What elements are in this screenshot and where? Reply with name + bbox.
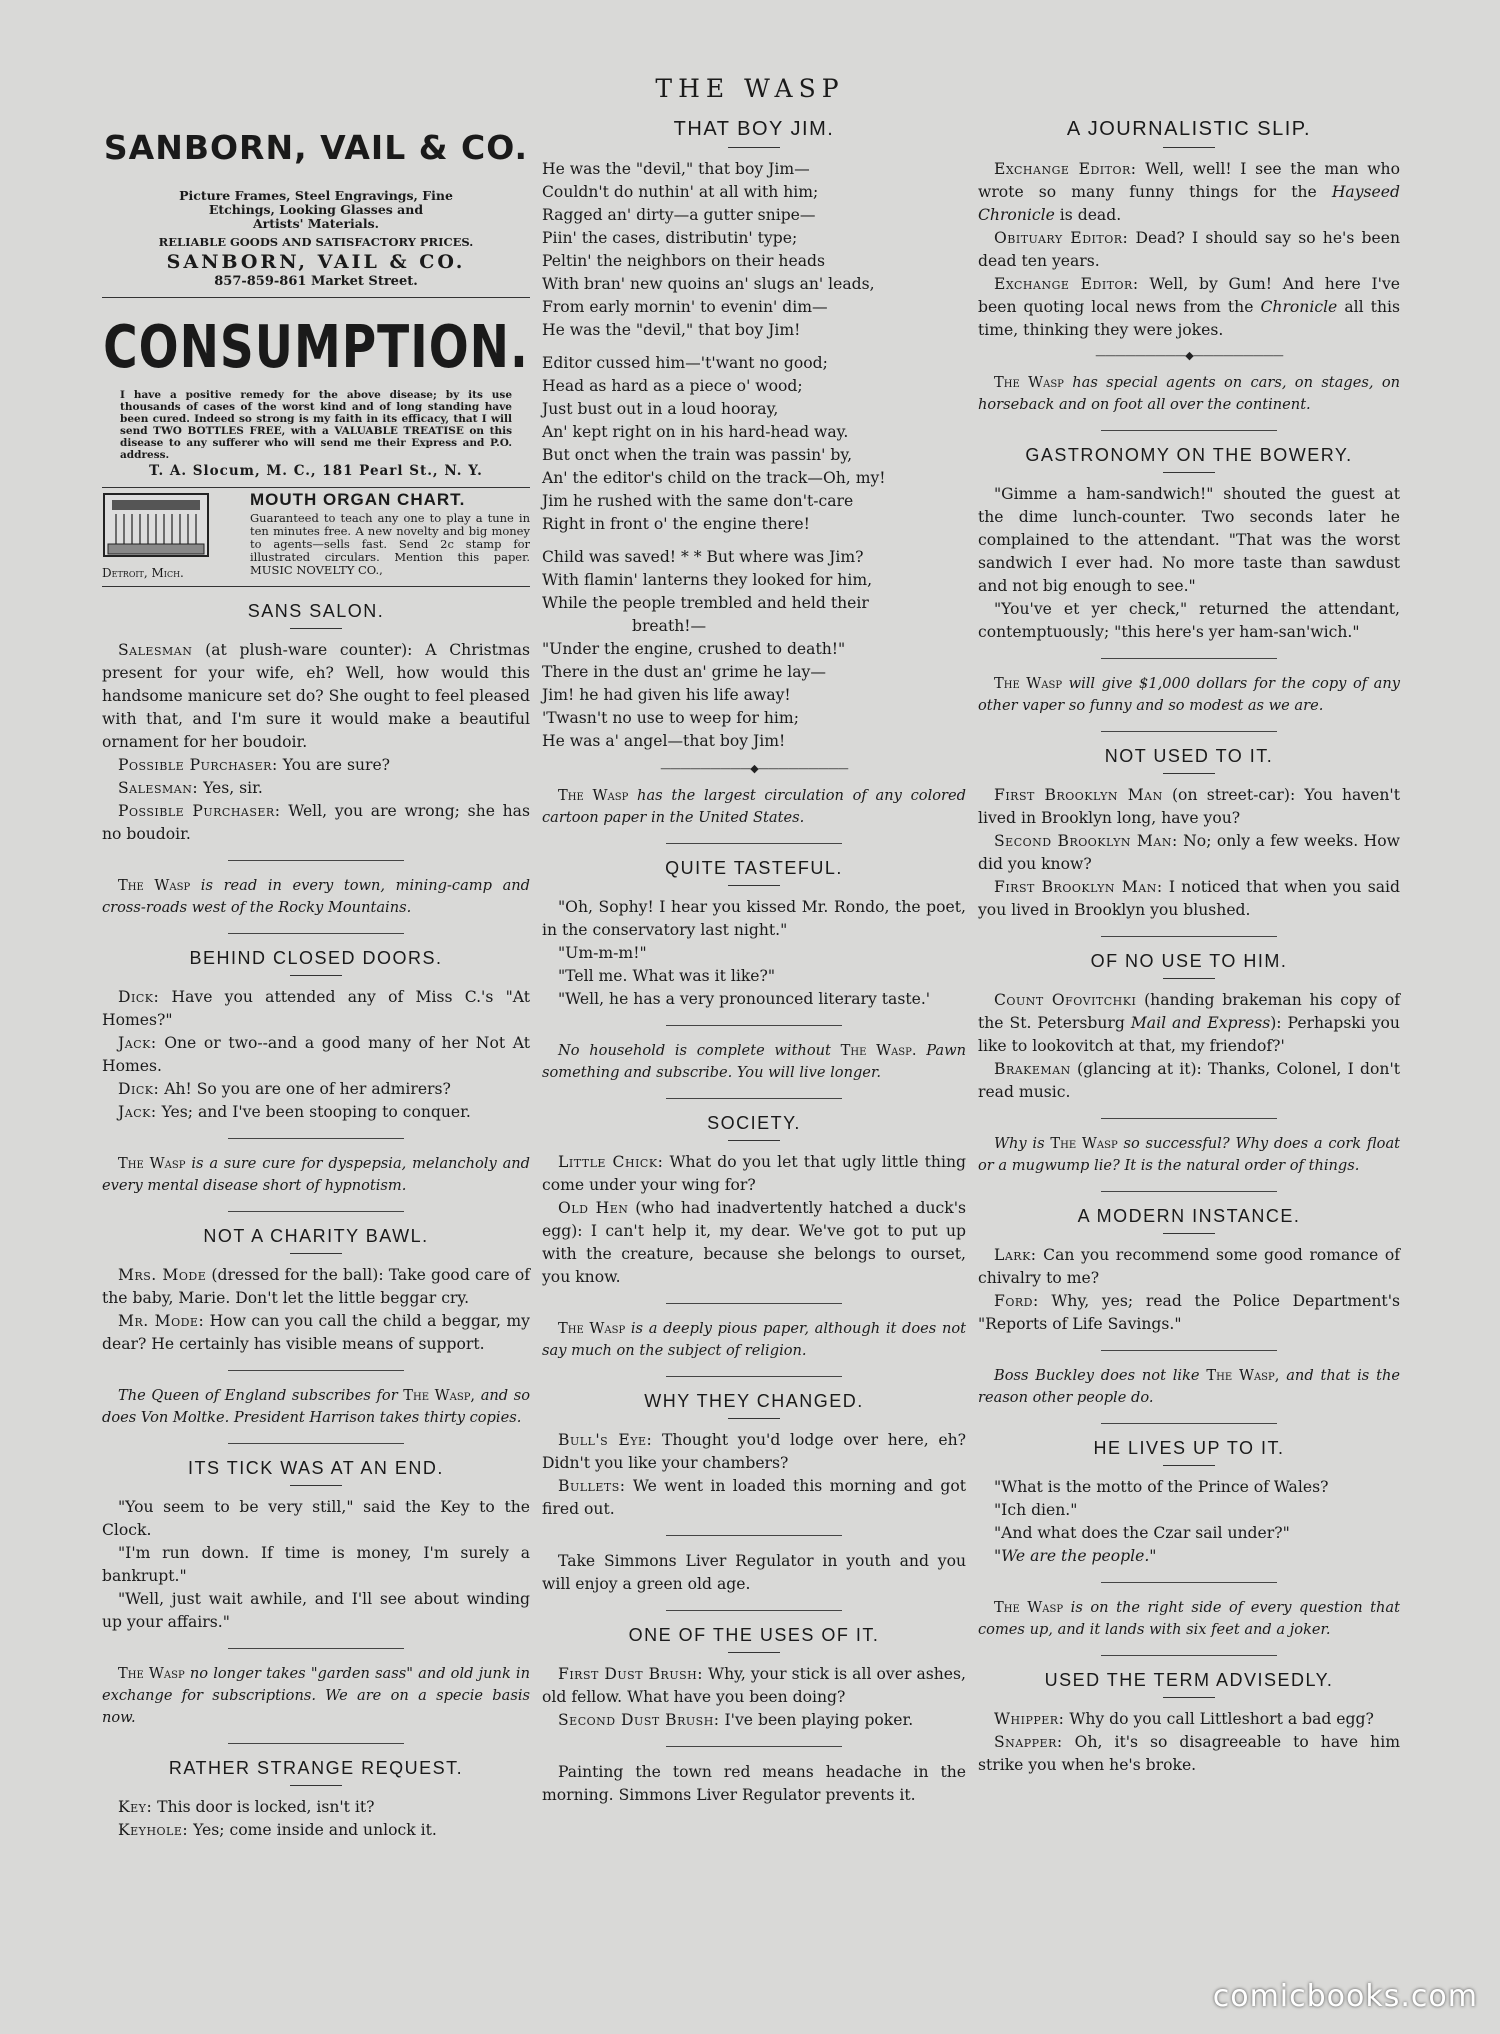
dialogue: Well, well! I see the man who wrote so many funny things for the (978, 160, 1400, 201)
dialogue: "Well, just wait awhile, and I'll see about winding up your affairs." (102, 1590, 530, 1631)
divider (666, 1098, 842, 1099)
column-right (978, 118, 1400, 1777)
dialogue: (glancing at it): Thanks, Colonel, I don't read music. (978, 1060, 1400, 1101)
article-heading: GASTRONOMY ON THE BOWERY. (1025, 445, 1353, 465)
ad-sanborn-name: SANBORN, VAIL & CO. (166, 251, 466, 273)
dialogue: Why do you call Littleshort a bad egg? (1069, 1710, 1374, 1728)
poem-line: He was the "devil," that boy Jim— (542, 160, 810, 178)
poem-line: Jim! he had given his life away! (542, 686, 791, 704)
dialogue: Yes; and I've been stooping to conquer. (161, 1103, 471, 1121)
notice (102, 1153, 530, 1197)
speaker: Whipper: (994, 1710, 1065, 1728)
poem-line: 'Twasn't no use to weep for him; (542, 709, 799, 727)
article-gastronomy (978, 445, 1400, 644)
divider (1101, 1118, 1277, 1119)
notice (978, 1365, 1400, 1409)
article-heading: NOT USED TO IT. (1104, 746, 1274, 766)
dialogue: (on street-car): You haven't lived in Brooklyn long, have you? (978, 786, 1400, 827)
article-of-no-use (978, 951, 1400, 1104)
speaker: Little Chick: (558, 1153, 664, 1171)
article-heading: QUITE TASTEFUL. (665, 858, 843, 878)
dialogue-italic: Chronicle (1260, 298, 1338, 316)
poem-line: Peltin' the neighbors on their heads (542, 252, 825, 270)
article-quite-tasteful (542, 858, 966, 1011)
divider (1101, 1423, 1277, 1424)
dialogue-italic: Hayseed Chronicle (978, 183, 1400, 224)
notice-wasp: The Wasp. (840, 1042, 917, 1059)
notice-wasp: The Wasp, (1206, 1367, 1280, 1384)
divider (228, 860, 404, 861)
divider (666, 1746, 842, 1747)
notice (978, 673, 1400, 717)
article-used-advisedly (978, 1670, 1400, 1777)
dialogue: "Gimme a ham-sandwich!" shouted the guest at the dime lunch-counter. Two seconds later he complained to the attendant. "That was the worst sandwich I ever had. No more taste than sawdust and not big enough to see." (978, 485, 1400, 595)
notice (102, 1663, 530, 1729)
notice-wasp: The Wasp (118, 877, 191, 894)
article-heading: A MODERN INSTANCE. (1077, 1206, 1301, 1226)
dialogue: Yes, sir. (203, 779, 263, 797)
dialogue: How can you call the child a beggar, my dear? He certainly has visible means of support. (102, 1312, 530, 1353)
ad-sanborn-line: Picture Frames, Steel Engravings, Fine (179, 188, 453, 203)
divider (290, 628, 342, 629)
article-modern-instance (978, 1206, 1400, 1336)
notice (542, 1318, 966, 1362)
poem-line: Editor cussed him—'t'want no good; (542, 354, 828, 372)
simmons-advert: Take Simmons Liver Regulator in youth and you will enjoy a green old age. (542, 1552, 966, 1593)
poem-line: Head as hard as a piece o' wood; (542, 377, 803, 395)
divider (1163, 1465, 1215, 1466)
speaker: Salesman: (118, 779, 199, 797)
speaker: Dick: (118, 1080, 160, 1098)
divider (1101, 430, 1277, 431)
divider (228, 1743, 404, 1744)
speaker: Salesman (118, 641, 193, 659)
divider (666, 1535, 842, 1536)
dialogue: "What is the motto of the Prince of Wales? (994, 1478, 1329, 1496)
dialogue: "Well, he has a very pronounced literary taste.' (558, 990, 931, 1008)
speaker: Second Dust Brush: (558, 1711, 720, 1729)
ad-organ-city: Detroit, Mich. (102, 566, 184, 580)
dialogue: No; only a few weeks. How did you know? (978, 832, 1400, 873)
article-heading: BEHIND CLOSED DOORS. (189, 948, 443, 968)
notice-text: and so does Von Moltke. President Harrison takes thirty copies. (102, 1387, 531, 1426)
poem-line: There in the dust an' grime he lay— (542, 663, 826, 681)
divider (1163, 978, 1215, 979)
notice-wasp: The Wasp (558, 787, 629, 804)
speaker: Lark: (994, 1246, 1037, 1264)
notice-text: has the largest circulation of any colored cartoon paper in the United States. (542, 787, 967, 826)
divider (1101, 1582, 1277, 1583)
dialogue: Well, by Gum! And here I've been quoting local news from the (978, 275, 1400, 316)
article-heading: SOCIETY. (707, 1113, 801, 1133)
notice-text: Boss Buckley does not like (994, 1367, 1200, 1384)
notice-text: is read in every town, mining-camp and cross-roads west of the Rocky Mountains. (102, 877, 531, 916)
divider (1101, 936, 1277, 937)
dialogue: Thought you'd lodge over here, eh? Didn't you like your chambers? (542, 1431, 966, 1472)
speaker: Exchange Editor: (994, 275, 1139, 293)
dialogue: This door is locked, isn't it? (157, 1798, 375, 1816)
divider (1163, 147, 1215, 148)
dialogue: Well, you are wrong; she has no boudoir. (102, 802, 530, 843)
divider (290, 975, 342, 976)
dialogue: (dressed for the ball): Take good care of the baby, Marie. Don't let the little beggar cry. (102, 1266, 530, 1307)
poem-line: Ragged an' dirty—a gutter snipe— (542, 206, 816, 224)
dialogue: "I'm run down. If time is money, I'm surely a bankrupt." (102, 1544, 530, 1585)
divider (1163, 1233, 1215, 1234)
poem-line: But onct when the train was passin' by, (542, 446, 853, 464)
notice-wasp: The Wasp (1050, 1135, 1118, 1152)
article-heading: OF NO USE TO HIM. (1090, 951, 1288, 971)
divider (1101, 1655, 1277, 1656)
poem-line: Jim he rushed with the same don't-care (542, 492, 854, 510)
stanza (542, 158, 966, 342)
dialogue: One or two--and a good many of her Not At Homes. (102, 1034, 530, 1075)
dialogue: (at plush-ware counter): A Christmas present for your wife, eh? Well, how would this handsome manicure set do? She ought to feel pleased with that, and I'm sure it would make a beautiful ornament for her boudoir. (102, 641, 530, 751)
dialogue: "Um-m-m!" (558, 944, 647, 962)
speaker: First Dust Brush: (558, 1665, 703, 1683)
speaker: Count Ofovitchki (994, 991, 1137, 1009)
poem-line: He was a' angel—that boy Jim! (542, 732, 786, 750)
watermark: comicbooks.com (1212, 1979, 1478, 2014)
dialogue: Dead? I should say so he's been dead ten years. (978, 229, 1400, 270)
divider (1101, 1191, 1277, 1192)
divider (228, 1211, 404, 1212)
speaker: Keyhole: (118, 1821, 189, 1839)
poem-line: He was the "devil," that boy Jim! (542, 321, 801, 339)
article-heading: ONE OF THE USES OF IT. (628, 1625, 880, 1645)
divider (228, 933, 404, 934)
notice (542, 1040, 966, 1084)
dialogue: "You've et yer check," returned the attendant, contemptuously; "this here's yer ham-san'wich." (978, 600, 1400, 641)
article-tick (102, 1458, 530, 1634)
article-journalistic-slip (978, 118, 1400, 342)
notice-text: has special agents on cars, on stages, on horseback and on foot all over the continent. (978, 374, 1401, 413)
article-sans-salon (102, 601, 530, 846)
divider (728, 147, 780, 148)
article-lives-up-to-it (978, 1438, 1400, 1568)
stanza (542, 352, 966, 536)
ad-sanborn-title: SANBORN, VAIL & CO. (103, 128, 529, 167)
notice-text: is on the right side of every question that comes up, and it lands with six feet and a joker. (978, 1599, 1400, 1638)
divider (228, 1138, 404, 1139)
speaker: Bullets: (558, 1477, 626, 1495)
poem-line: Piin' the cases, distributin' type; (542, 229, 798, 247)
notice (102, 875, 530, 919)
divider (228, 1443, 404, 1444)
article-society (542, 1113, 966, 1289)
notice-text: Why is (994, 1135, 1045, 1152)
poem-line: breath!— (632, 617, 707, 635)
notice-wasp: The Wasp (118, 1665, 185, 1682)
mouth-organ-icon (102, 492, 210, 562)
ad-sanborn-line: RELIABLE GOODS AND SATISFACTORY PRICES. (158, 235, 474, 249)
poem-line: An' the editor's child on the track—Oh, my! (542, 469, 886, 487)
divider (1163, 472, 1215, 473)
dialogue: I've been playing poker. (724, 1711, 914, 1729)
poem-line: Just bust out in a loud hooray, (542, 400, 779, 418)
divider (666, 843, 842, 844)
divider (1163, 1697, 1215, 1698)
speaker: First Brooklyn Man (994, 786, 1163, 804)
speaker: Brakeman (994, 1060, 1071, 1078)
divider (290, 1253, 342, 1254)
divider (1101, 1350, 1277, 1351)
dialogue: You are sure? (282, 756, 391, 774)
divider (728, 1652, 780, 1653)
article-why-changed (542, 1391, 966, 1521)
notice-text: No household is complete without (558, 1042, 831, 1059)
divider (728, 1418, 780, 1419)
poem-line: With flamin' lanterns they looked for him, (542, 571, 873, 589)
stanza (542, 546, 966, 753)
dialogue: Ah! So you are one of her admirers? (164, 1080, 451, 1098)
speaker: Possible Purchaser: (118, 802, 281, 820)
notice (978, 372, 1400, 416)
divider (228, 1370, 404, 1371)
dialogue: Yes; come inside and unlock it. (193, 1821, 437, 1839)
dialogue: "Tell me. What was it like?" (558, 967, 776, 985)
ad-sanborn-line: Artists' Materials. (252, 216, 380, 231)
speaker: Mr. Mode: (118, 1312, 205, 1330)
notice-wasp: The Wasp (994, 1599, 1064, 1616)
speaker: Bull's Eye: (558, 1431, 653, 1449)
divider (1101, 658, 1277, 659)
ad-consumption-title: CONSUMPTION. (103, 313, 529, 382)
dialogue: Have you attended any of Miss C.'s "At Homes?" (102, 988, 530, 1029)
dialogue: I noticed that when you said you lived in Brooklyn you blushed. (978, 878, 1400, 919)
dialogue: is dead. (1059, 206, 1122, 224)
notice (102, 1385, 530, 1429)
divider (290, 1785, 342, 1786)
ad-consumption (102, 313, 530, 488)
poem-line: While the people trembled and held their (542, 594, 869, 612)
notice-text: The Queen of England subscribes for (118, 1387, 398, 1404)
article-heading: SANS SALON. (247, 601, 385, 621)
ad-organ-title: MOUTH ORGAN CHART. (250, 490, 466, 509)
ad-sanborn (102, 128, 530, 298)
divider (666, 1303, 842, 1304)
divider (666, 1376, 842, 1377)
divider (1101, 731, 1277, 732)
speaker: Possible Purchaser: (118, 756, 278, 774)
notice (542, 785, 966, 829)
poem-line: With bran' new quoins an' slugs an' leads, (542, 275, 875, 293)
divider (728, 885, 780, 886)
article-heading: USED THE TERM ADVISEDLY. (1044, 1670, 1334, 1690)
notice (978, 1133, 1400, 1177)
poem-line: From early mornin' to evenin' dim— (542, 298, 828, 316)
speaker: Second Brooklyn Man: (994, 832, 1178, 850)
poem-line: An' kept right on in his hard-head way. (542, 423, 849, 441)
divider (290, 1485, 342, 1486)
notice-text: is a deeply pious paper, although it does not say much on the subject of religion. (542, 1320, 967, 1359)
article-heading: RATHER STRANGE REQUEST. (168, 1758, 464, 1778)
article-charity-bawl (102, 1226, 530, 1356)
dialogue: "We are the people." (994, 1547, 1157, 1565)
article-not-used-to-it (978, 746, 1400, 922)
dialogue: (who had inadvertently hatched a duck's egg): I can't help it, my dear. We've got to put up with the creature, because she belongs to ourset, you know. (542, 1199, 966, 1286)
dialogue: ): Perhapski you like to lookovitch at that, my friendof?' (978, 1014, 1400, 1055)
poem-line: Child was saved! * * But where was Jim? (542, 548, 864, 566)
article-strange-request (102, 1758, 530, 1842)
notice-wasp: The Wasp (558, 1320, 626, 1337)
speaker: Jack: (118, 1103, 157, 1121)
speaker: Jack: (118, 1034, 157, 1052)
ad-sanborn-line: Etchings, Looking Glasses and (208, 202, 424, 217)
dialogue: all this time, thinking they were jokes. (978, 298, 1400, 339)
article-heading: WHY THEY CHANGED. (644, 1391, 864, 1411)
ad-consumption-signature: T. A. Slocum, M. C., 181 Pearl St., N. Y. (149, 463, 483, 479)
speaker: Mrs. Mode (118, 1266, 207, 1284)
dialogue: Why, your stick is all over ashes, old fellow. What have you been doing? (542, 1665, 966, 1706)
dialogue: "You seem to be very still," said the Key to the Clock. (102, 1498, 530, 1539)
article-heading: ITS TICK WAS AT AN END. (188, 1458, 444, 1478)
column-middle (542, 118, 966, 1807)
dialogue: (handing brakeman his copy of the St. Petersburg (978, 991, 1401, 1032)
speaker: Key: (118, 1798, 153, 1816)
speaker: First Brooklyn Man: (994, 878, 1163, 896)
notice-text: no longer takes "garden sass" and old junk in exchange for subscriptions. We are on a specie basis now. (102, 1665, 530, 1726)
divider (666, 1610, 842, 1611)
notice-wasp: The Wasp (994, 675, 1063, 692)
dialogue: Why, yes; read the Police Department's "Reports of Life Savings." (978, 1292, 1400, 1333)
divider (1163, 773, 1215, 774)
dialogue: "Oh, Sophy! I hear you kissed Mr. Rondo, the poet, in the conservatory last night." (542, 898, 966, 939)
notice-wasp: The Wasp (118, 1155, 186, 1172)
ornament-divider (978, 350, 1400, 362)
dialogue: Can you recommend some good romance of chivalry to me? (978, 1246, 1400, 1287)
speaker: Snapper: (994, 1733, 1063, 1751)
article-heading: NOT A CHARITY BAWL. (203, 1226, 429, 1246)
notice-wasp: The Wasp (994, 374, 1064, 391)
article-heading: THAT BOY JIM. (673, 118, 835, 140)
poem-line: "Under the engine, crushed to death!" (542, 640, 846, 658)
page-title: THE WASP (655, 74, 845, 103)
simmons-advert: Painting the town red means headache in the morning. Simmons Liver Regulator prevents it. (542, 1763, 966, 1804)
ad-sanborn-address: 857-859-861 Market Street. (214, 274, 418, 289)
speaker: Exchange Editor: (994, 160, 1137, 178)
divider (228, 1648, 404, 1649)
dialogue: "Ich dien." (994, 1501, 1078, 1519)
speaker: Dick: (118, 988, 160, 1006)
divider (728, 1140, 780, 1141)
article-behind-closed-doors (102, 948, 530, 1124)
dialogue: Oh, it's so disagreeable to have him strike you when he's broke. (978, 1733, 1400, 1774)
speaker: Old Hen (558, 1199, 629, 1217)
notice-text: and that is the reason other people do. (978, 1367, 1401, 1406)
notice-text: is a sure cure for dyspepsia, melancholy and every mental disease short of hypnotism. (102, 1155, 531, 1194)
notice-text: so successful? Why does a cork float or a mugwump lie? It is the natural order of things. (978, 1135, 1401, 1174)
column-left (102, 118, 530, 1842)
ad-mouth-organ (102, 488, 530, 587)
notice-text: will give $1,000 dollars for the copy of any other vaper so funny and so modest as we are. (978, 675, 1400, 714)
dialogue-italic: Mail and Express (1130, 1014, 1271, 1032)
ornament-divider (542, 763, 966, 775)
poem-line: Couldn't do nuthin' at all with him; (542, 183, 819, 201)
speaker: Ford: (994, 1292, 1039, 1310)
dialogue: We went in loaded this morning and got fired out. (542, 1477, 966, 1518)
article-uses-of-it (542, 1625, 966, 1732)
divider (666, 1025, 842, 1026)
notice-wasp: The Wasp, (403, 1387, 476, 1404)
dialogue: "And what does the Czar sail under?" (994, 1524, 1290, 1542)
poem-line: Right in front o' the engine there! (542, 515, 810, 533)
dialogue: What do you let that ugly little thing come under your wing for? (542, 1153, 966, 1194)
notice-text: Pawn something and subscribe. You will live longer. (542, 1042, 967, 1081)
ad-consumption-body: I have a positive remedy for the above disease; by its use thousands of cases of the worst kind and of long standing have been cured. Indeed so strong is my faith in its efficacy, that I will send TWO BOTTLES FREE, with a VALUABLE TREATISE on this disease to any sufferer who will send me their Express and P.O. address. (120, 389, 512, 461)
speaker: Obituary Editor: (994, 229, 1129, 247)
article-heading: A JOURNALISTIC SLIP. (1066, 118, 1312, 140)
ad-organ-body: Guaranteed to teach any one to play a tune in ten minutes free. A new novelty and big money to agents—sells fast. Send 2c stamp for illustrated circulars. Mention this paper. MUSIC NOVELTY CO., (250, 511, 530, 577)
notice (978, 1597, 1400, 1641)
poem-that-boy-jim (542, 118, 966, 753)
article-heading: HE LIVES UP TO IT. (1093, 1438, 1285, 1458)
